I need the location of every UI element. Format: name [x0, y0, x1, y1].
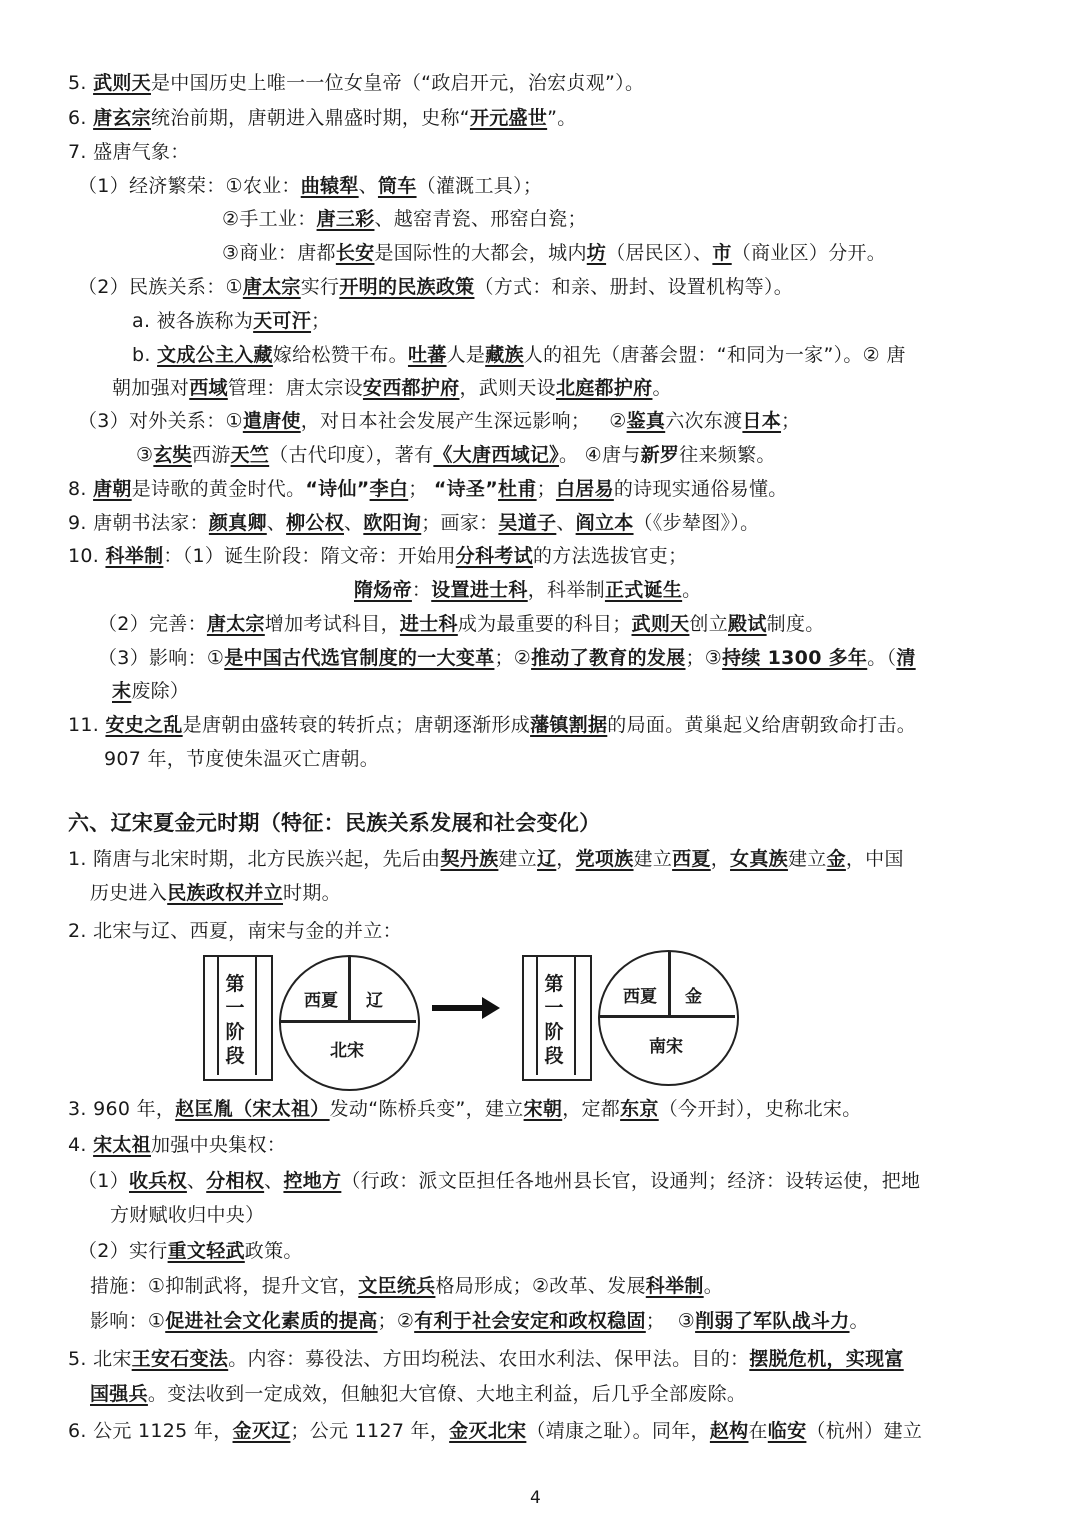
- stage2-label: 第一阶段: [544, 973, 564, 1067]
- key-term: 唐朝: [93, 478, 132, 500]
- text-segment: 制度。: [766, 613, 825, 635]
- text-line: [78, 171, 542, 201]
- key-term: 坊: [586, 242, 607, 264]
- text-segment: （行政：派文臣担任各地州县长官，设通判；经济：设转运使，把地: [341, 1170, 921, 1192]
- text-segment: 、: [186, 1170, 207, 1192]
- key-term: 天可汗: [253, 310, 312, 332]
- key-term: 科举制: [645, 1275, 704, 1297]
- key-term: 有利于社会安定和政权稳固: [414, 1310, 646, 1332]
- text-line: [68, 1416, 922, 1446]
- text-segment: 实行: [300, 276, 340, 298]
- key-term: 安西都护府: [362, 377, 460, 399]
- text-segment: 、: [344, 512, 364, 534]
- key-term: 阎立本: [575, 512, 634, 534]
- stage1-label-beisong: 北宋: [330, 1041, 364, 1061]
- key-term: 柳公权: [286, 512, 344, 534]
- key-term: 遣唐使: [242, 410, 301, 432]
- key-term: 分相权: [206, 1170, 265, 1192]
- stage2-label-jin: 金: [685, 987, 702, 1007]
- text-segment: （居民区）、: [606, 242, 713, 264]
- text-segment: （3）影响：①: [98, 647, 225, 669]
- key-term: 武则天: [631, 613, 690, 635]
- text-line: [78, 406, 800, 436]
- text-line: [110, 1200, 264, 1230]
- text-segment: ；公元 1127 年，: [290, 1420, 450, 1442]
- text-segment: 、越窑青瓷、邢窑白瓷；: [374, 208, 587, 230]
- text-segment: 时期。: [283, 882, 341, 904]
- text-segment: （3）对外关系：①: [78, 410, 243, 432]
- key-term: 赵构: [709, 1420, 749, 1442]
- key-term: 宋朝: [523, 1098, 563, 1120]
- text-segment: （2）完善：: [98, 613, 207, 635]
- text-segment: 3. 960 年，: [68, 1098, 176, 1120]
- text-line: [90, 1306, 869, 1336]
- text-segment: （古代印度），著有: [269, 444, 434, 466]
- text-line: [68, 808, 601, 838]
- text-segment: 。: [652, 377, 672, 399]
- text-segment: 人是: [446, 344, 486, 366]
- text-segment: 。: [849, 1310, 869, 1332]
- text-segment: 。: [682, 579, 702, 601]
- text-line: [78, 1236, 303, 1266]
- text-line: [68, 474, 788, 504]
- text-segment: a. 被各族称为: [132, 310, 254, 332]
- text-segment: 废除）: [131, 680, 190, 702]
- key-term: 欧阳询: [363, 512, 422, 534]
- text-segment: ”。: [547, 107, 577, 129]
- text-line: [98, 643, 916, 673]
- text-line: [68, 916, 402, 946]
- text-segment: “诗仙”: [305, 478, 370, 500]
- key-term: 李白: [369, 478, 409, 500]
- text-line: [78, 272, 793, 302]
- text-line: [68, 710, 916, 740]
- text-segment: ； ③: [645, 1310, 696, 1332]
- key-term: 市: [712, 242, 732, 264]
- key-term: 开元盛世: [469, 107, 548, 129]
- key-term: 临安: [767, 1420, 807, 1442]
- key-term: 科举制: [105, 545, 164, 567]
- key-term: 金: [826, 848, 846, 870]
- text-segment: 统治前期，唐朝进入鼎盛时期，史称“: [150, 107, 470, 129]
- text-segment: 建立: [633, 848, 673, 870]
- key-term: 天竺: [230, 444, 270, 466]
- text-segment: （靖康之耻）。同年，: [526, 1420, 710, 1442]
- text-segment: 朝加强对: [112, 377, 190, 399]
- text-segment: 管理：唐太宗设: [227, 377, 363, 399]
- key-term: 王安石变法: [131, 1348, 229, 1370]
- key-term: 重文轻武: [167, 1240, 245, 1262]
- key-term: 契丹族: [440, 848, 499, 870]
- text-segment: ；: [311, 310, 331, 332]
- text-line: [104, 744, 379, 774]
- text-segment: ③: [136, 444, 154, 466]
- text-segment: b.: [132, 344, 158, 366]
- text-segment: ；③: [685, 647, 723, 669]
- stage1-divider-v: [348, 956, 351, 1020]
- text-segment: 6. 公元 1125 年，: [68, 1420, 233, 1442]
- text-segment: 。（: [867, 647, 897, 669]
- text-segment: 是中国历史上唯一一位女皇帝（“政启开元，治宏贞观”）。: [150, 72, 645, 94]
- text-segment: （1）经济繁荣：①农业：: [78, 175, 301, 197]
- text-segment: ，中国: [845, 848, 904, 870]
- key-term: 唐太宗: [242, 276, 301, 298]
- text-line: [354, 575, 701, 605]
- key-term: 东京: [620, 1098, 659, 1120]
- key-term: 殿试: [728, 613, 767, 635]
- text-segment: 嫁给松赞干布。: [272, 344, 408, 366]
- stage2-label-nansong: 南宋: [649, 1037, 683, 1057]
- text-segment: 、: [556, 512, 576, 534]
- key-term: 赵匡胤（宋太祖）: [175, 1098, 330, 1120]
- text-segment: 的局面。黄巢起义给唐朝致命打击。: [607, 714, 917, 736]
- text-segment: ，武则天设: [459, 377, 556, 399]
- text-segment: 建立: [498, 848, 537, 870]
- key-term: 唐玄宗: [93, 107, 151, 129]
- key-term: 正式诞生: [604, 579, 683, 601]
- key-term: 持续 1300 多年: [722, 647, 868, 669]
- stage1-divider-h: [280, 1020, 416, 1023]
- text-segment: 是国际性的大都会，城内: [374, 242, 587, 264]
- text-segment: ，: [710, 848, 731, 870]
- key-term: 北庭都护府: [555, 377, 653, 399]
- key-term: 颜真卿: [208, 512, 267, 534]
- key-term: 日本: [742, 410, 782, 432]
- stage2-divider-v: [668, 951, 671, 1015]
- text-segment: 西游: [191, 444, 231, 466]
- stage1-label-xixia: 西夏: [304, 991, 338, 1011]
- stage1-label: 第一阶段: [225, 973, 245, 1067]
- text-segment: （2）民族关系：①: [78, 276, 243, 298]
- key-term: 藏族: [485, 344, 524, 366]
- stage2-divider-h: [599, 1015, 735, 1018]
- text-segment: 增加考试科目，: [264, 613, 400, 635]
- key-term: 曲辕犁: [300, 175, 359, 197]
- text-segment: ②手工业：: [222, 208, 317, 230]
- text-segment: （方式：和亲、册封、设置机构等）。: [474, 276, 794, 298]
- text-segment: 。: [703, 1275, 723, 1297]
- key-term: 金灭北宋: [449, 1420, 527, 1442]
- text-segment: 。变法收到一定成效，但触犯大官僚、大地主利益，后几乎全部废除。: [147, 1383, 747, 1405]
- text-line: [68, 1094, 862, 1124]
- key-term: 末: [112, 680, 132, 702]
- text-segment: 历史进入: [90, 882, 168, 904]
- text-segment: 4.: [68, 1134, 94, 1156]
- key-term: 宋太祖: [93, 1134, 151, 1156]
- text-segment: 政策。: [244, 1240, 303, 1262]
- key-term: 国强兵: [90, 1383, 148, 1405]
- key-term: 武则天: [93, 72, 151, 94]
- text-segment: 往来频繁。: [679, 444, 776, 466]
- text-line: [90, 878, 341, 908]
- text-line: [98, 609, 825, 639]
- text-segment: 是诗歌的黄金时代。: [131, 478, 306, 500]
- key-term: 清: [896, 647, 916, 669]
- key-term: 唐三彩: [316, 208, 375, 230]
- text-segment: 方财赋收归中央）: [110, 1204, 265, 1226]
- text-segment: ；: [536, 478, 556, 500]
- arrow-right-icon: [482, 997, 500, 1019]
- text-segment: （《步辇图》）。: [633, 512, 760, 534]
- text-segment: 。 ④唐与: [558, 444, 641, 466]
- text-segment: （今开封），史称北宋。: [658, 1098, 862, 1120]
- key-term: 设置进士科: [431, 579, 528, 601]
- arrow-shaft: [432, 1005, 484, 1011]
- text-segment: 5.: [68, 72, 94, 94]
- key-term: 女真族: [730, 848, 788, 870]
- text-segment: 9. 唐朝书法家：: [68, 512, 209, 534]
- key-term: 安史之乱: [105, 714, 183, 736]
- text-segment: （杭州）建立: [806, 1420, 923, 1442]
- text-line: [136, 440, 776, 470]
- key-term: 吴道子: [498, 512, 557, 534]
- text-segment: 是唐朝由盛转衰的转折点；唐朝逐渐形成: [182, 714, 531, 736]
- text-segment: 7. 盛唐气象：: [68, 141, 190, 163]
- stage2-label-xixia: 西夏: [623, 987, 657, 1007]
- text-segment: 。内容：募役法、方田均税法、农田水利法、保甲法。目的：: [228, 1348, 750, 1370]
- page-number: 4: [530, 1488, 541, 1508]
- text-line: [68, 1130, 286, 1160]
- key-term: 党项族: [575, 848, 634, 870]
- key-term: 鉴真: [626, 410, 666, 432]
- text-segment: 新罗: [640, 444, 680, 466]
- text-line: [222, 204, 587, 234]
- key-term: 杜甫: [498, 478, 537, 500]
- text-line: [132, 340, 906, 370]
- key-term: 是中国古代选官制度的一大变革: [224, 647, 495, 669]
- text-segment: 2. 北宋与辽、西夏，南宋与金的并立：: [68, 920, 402, 942]
- key-term: 筒车: [377, 175, 417, 197]
- key-term: 隋炀帝: [354, 579, 412, 601]
- text-segment: ：: [411, 579, 432, 601]
- key-term: 分科考试: [455, 545, 533, 567]
- key-term: 推动了教育的发展: [531, 647, 686, 669]
- text-segment: ③商业：唐都: [222, 242, 336, 264]
- text-segment: （1）: [78, 1170, 129, 1192]
- text-line: [68, 1344, 904, 1374]
- key-term: 西夏: [672, 848, 711, 870]
- text-segment: ：（1）诞生阶段：隋文帝：开始用: [163, 545, 456, 567]
- key-term: 收兵权: [129, 1170, 187, 1192]
- key-term: 《大唐西域记》: [433, 444, 559, 466]
- text-line: [132, 306, 330, 336]
- text-segment: 加强中央集权：: [150, 1134, 287, 1156]
- key-term: 吐蕃: [407, 344, 447, 366]
- key-term: 民族政权并立: [167, 882, 284, 904]
- text-segment: ；: [781, 410, 801, 432]
- text-segment: 六、辽宋夏金元时期（特征：民族关系发展和社会变化）: [68, 811, 601, 835]
- text-segment: ；②: [494, 647, 532, 669]
- key-term: 削弱了军队战斗力: [695, 1310, 850, 1332]
- text-line: [68, 508, 759, 538]
- text-segment: 影响：①: [90, 1310, 166, 1332]
- key-term: 玄奘: [153, 444, 192, 466]
- text-line: [90, 1379, 746, 1409]
- text-segment: 8.: [68, 478, 94, 500]
- text-segment: 措施：①抑制武将，提升文官，: [90, 1275, 359, 1297]
- text-segment: 建立: [787, 848, 827, 870]
- text-segment: 成为最重要的科目；: [457, 613, 632, 635]
- key-term: 促进社会文化素质的提高: [165, 1310, 378, 1332]
- key-term: 摆脱危机，实现富: [749, 1348, 904, 1370]
- text-segment: 、: [358, 175, 378, 197]
- text-line: [90, 1271, 723, 1301]
- text-segment: （灌溉工具）；: [416, 175, 543, 197]
- key-term: 金灭辽: [232, 1420, 291, 1442]
- text-line: [68, 137, 190, 167]
- text-segment: 在: [748, 1420, 768, 1442]
- key-term: 开明的民族政策: [339, 276, 475, 298]
- key-term: 进士科: [399, 613, 458, 635]
- text-line: [68, 68, 644, 98]
- text-line: [68, 103, 577, 133]
- text-segment: 发动“陈桥兵变”，建立: [329, 1098, 524, 1120]
- key-term: 长安: [335, 242, 375, 264]
- text-line: [222, 238, 886, 268]
- text-segment: 11.: [68, 714, 106, 736]
- text-line: [112, 676, 189, 706]
- text-segment: ；②: [377, 1310, 415, 1332]
- text-segment: ；: [408, 478, 434, 500]
- text-line: [68, 541, 687, 571]
- key-term: 唐太宗: [206, 613, 265, 635]
- text-segment: 907 年，节度使朱温灭亡唐朝。: [104, 748, 380, 770]
- text-line: [112, 373, 672, 403]
- text-segment: ；画家：: [421, 512, 499, 534]
- text-segment: ，对日本社会发展产生深远影响； ②: [300, 410, 627, 432]
- text-segment: 格局形成；②改革、发展: [435, 1275, 646, 1297]
- text-segment: 6.: [68, 107, 94, 129]
- text-segment: 人的祖先（唐蕃会盟：“和同为一家”）。② 唐: [523, 344, 906, 366]
- text-segment: 的方法选拔官吏；: [532, 545, 688, 567]
- key-term: 白居易: [555, 478, 614, 500]
- text-segment: “诗圣”: [433, 478, 499, 500]
- text-segment: 、: [264, 1170, 284, 1192]
- key-term: 辽: [536, 848, 557, 870]
- text-segment: 六次东渡: [665, 410, 743, 432]
- stage1-label-liao: 辽: [366, 991, 383, 1011]
- text-segment: ，: [556, 848, 576, 870]
- text-segment: ，定都: [562, 1098, 621, 1120]
- text-segment: （2）实行: [78, 1240, 168, 1262]
- key-term: 文臣统兵: [358, 1275, 436, 1297]
- key-term: 藩镇割据: [530, 714, 608, 736]
- text-segment: 1. 隋唐与北宋时期，北方民族兴起，先后由: [68, 848, 441, 870]
- text-segment: ，科举制: [527, 579, 605, 601]
- text-segment: 10.: [68, 545, 106, 567]
- key-term: 文成公主入藏: [157, 344, 273, 366]
- text-segment: 创立: [689, 613, 729, 635]
- key-term: 控地方: [283, 1170, 342, 1192]
- text-line: [78, 1166, 920, 1196]
- text-segment: 的诗现实通俗易懂。: [613, 478, 788, 500]
- text-segment: 、: [266, 512, 287, 534]
- key-term: 西域: [189, 377, 228, 399]
- text-segment: （商业区）分开。: [731, 242, 887, 264]
- text-line: [68, 844, 904, 874]
- text-segment: 5. 北宋: [68, 1348, 132, 1370]
